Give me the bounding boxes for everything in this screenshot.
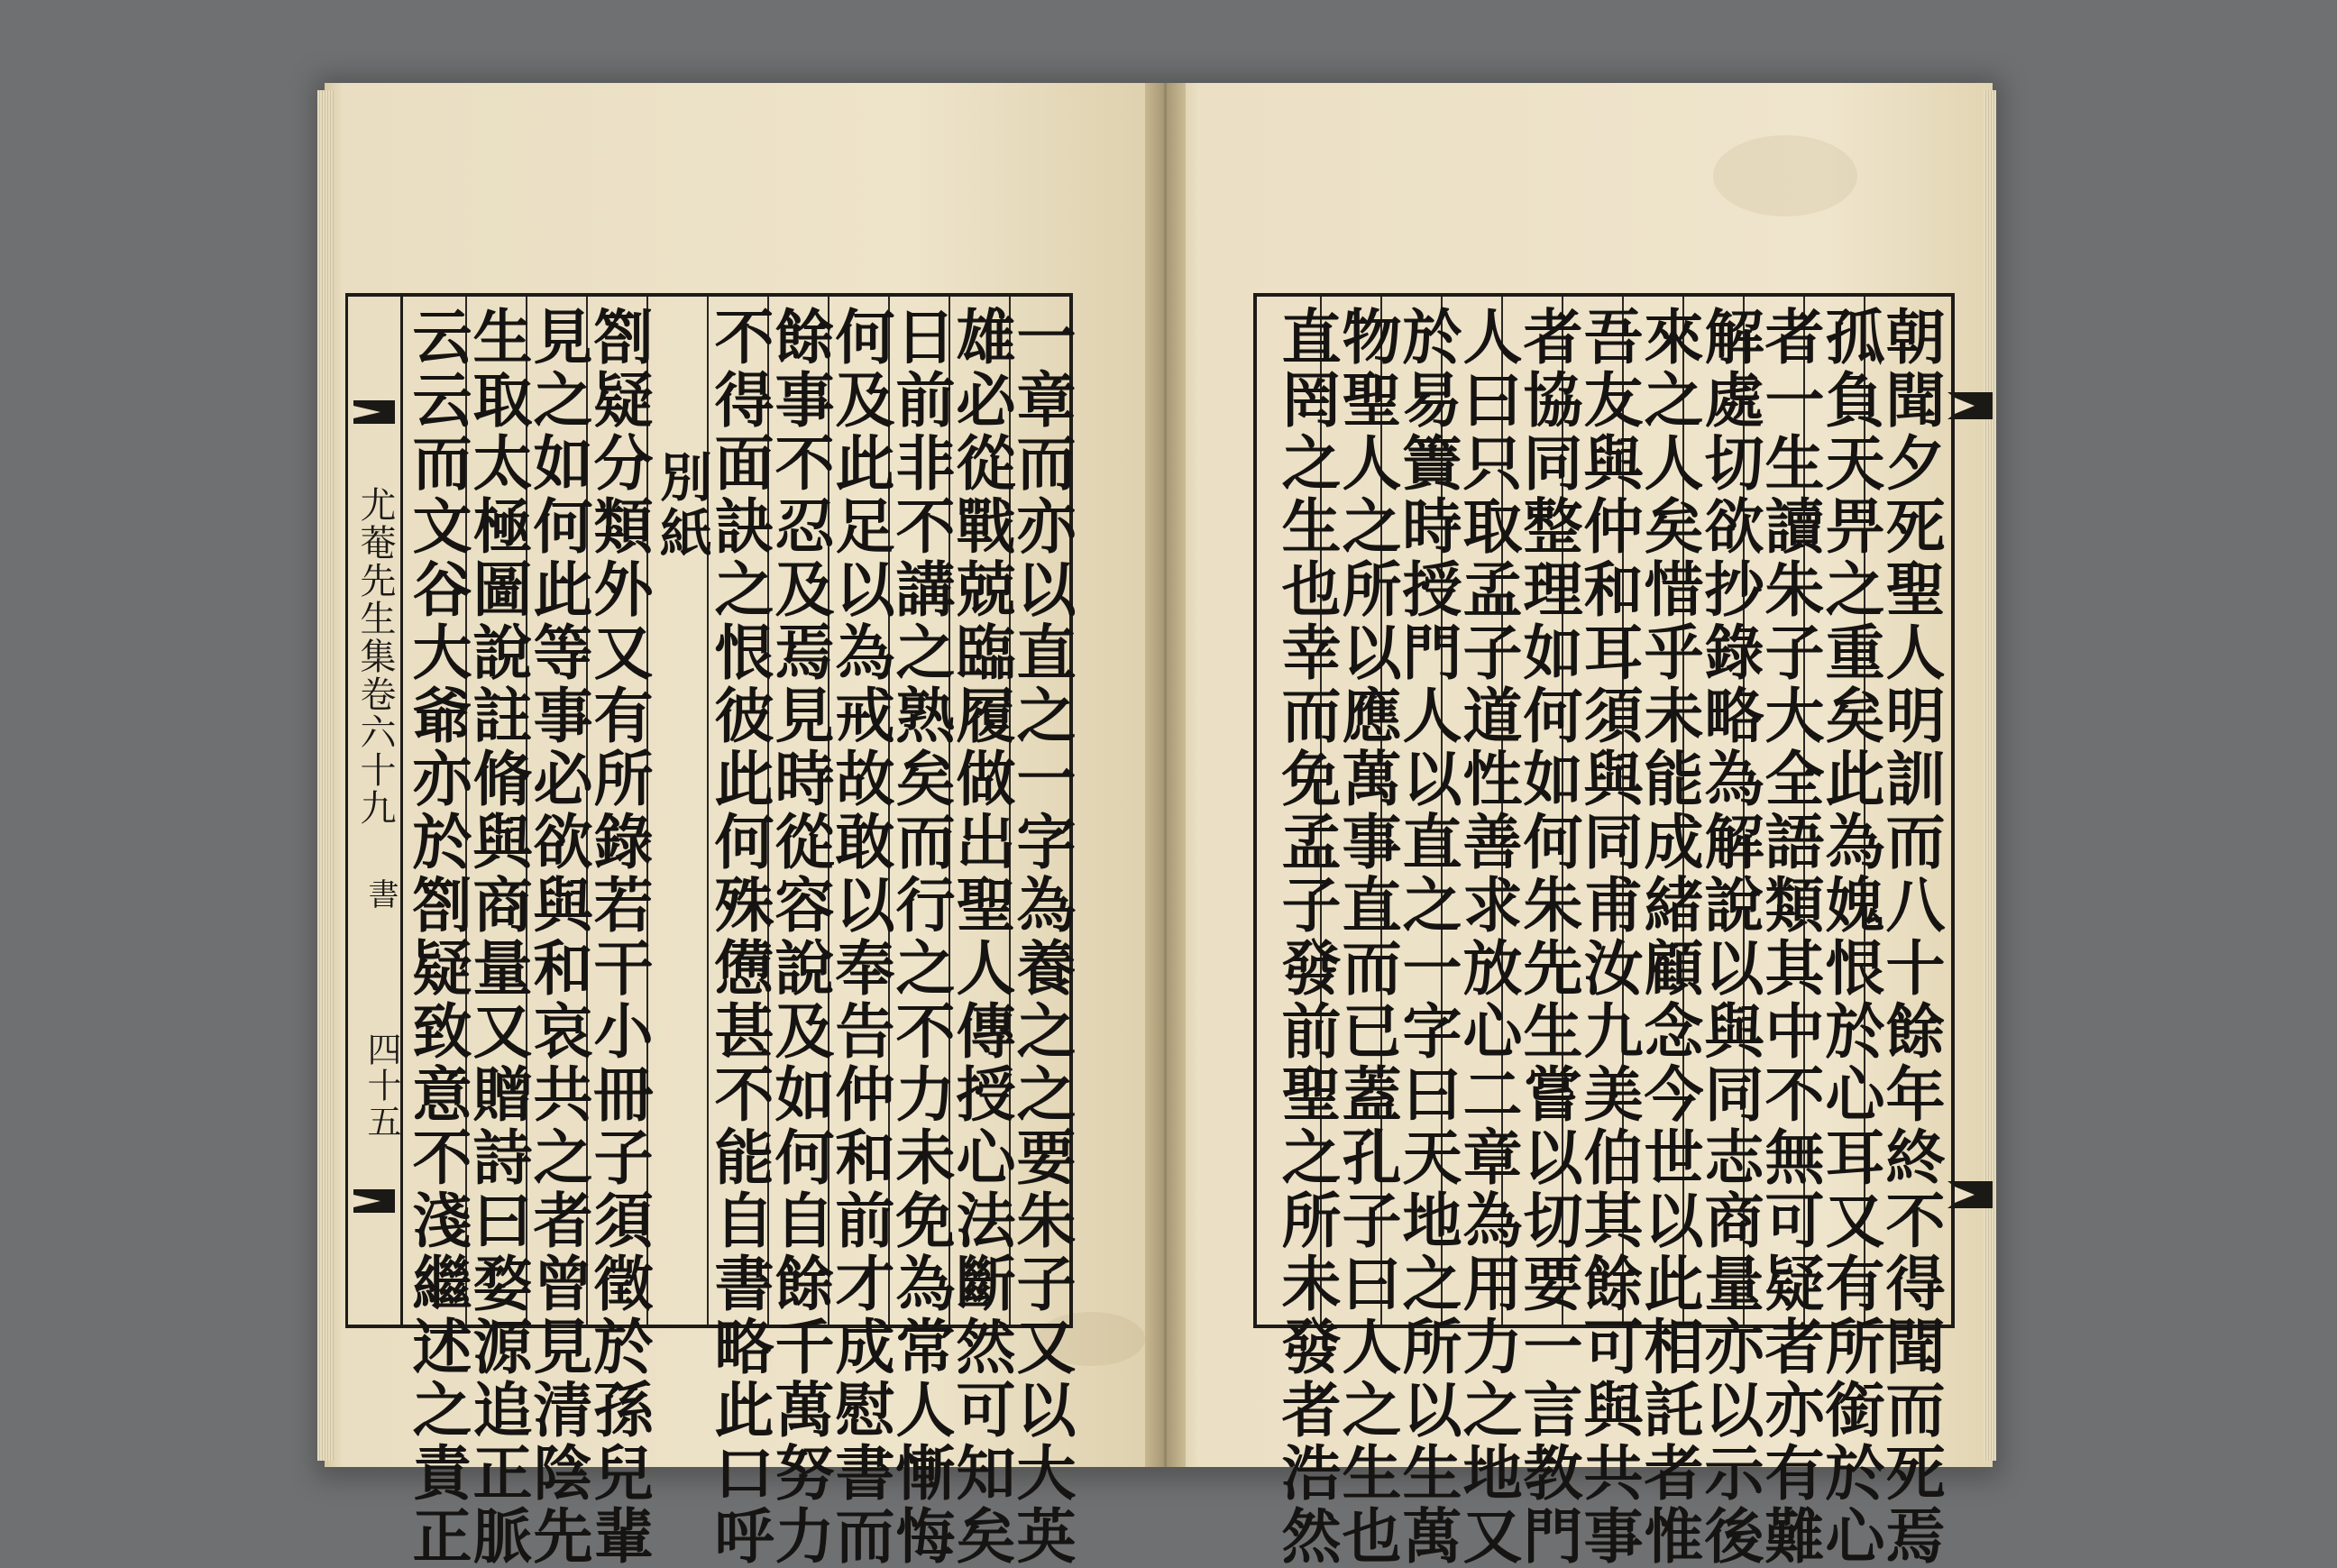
text-column: 於易簀時授門人以直之一字曰天地之所以生萬 bbox=[1392, 306, 1462, 1568]
right-text-columns bbox=[1257, 297, 1951, 1568]
text-column: 孤負天畀之重矣此為媿恨於心耳又有所銜於心 bbox=[1815, 306, 1885, 1568]
text-column: 餘事不忍及焉見時從容說及如何自餘千萬努力 bbox=[765, 306, 835, 1568]
text-column: 雄必從戰兢臨履做出聖人傳授心法斷然可知矣 bbox=[946, 306, 1016, 1568]
paper-stain bbox=[1713, 135, 1857, 216]
left-print-frame bbox=[345, 293, 1077, 1568]
left-text-columns bbox=[348, 297, 1077, 1568]
text-column: 朝聞夕死聖人明訓而八十餘年終不得聞而死焉 bbox=[1875, 306, 1946, 1568]
text-column: 物聖人之所以應萬事直而已蓋孔子曰人之生也 bbox=[1332, 306, 1402, 1568]
banxin-page-number: 四十五 bbox=[362, 1032, 401, 1140]
right-page-edges bbox=[1984, 90, 1996, 1461]
text-column: 不得面訣之恨彼此何殊憊甚不能自書略此口呼 bbox=[704, 306, 774, 1568]
right-edge-fishtail-icon bbox=[1948, 1181, 1993, 1208]
banxin-section-label: 書 bbox=[362, 878, 399, 909]
text-column: 日前非不講之熟矣而行之不力未免為常人慚悔 bbox=[885, 306, 956, 1568]
text-column: 吾友與仲和耳須與同甫汝九美伯其餘可與共事 bbox=[1573, 306, 1644, 1568]
text-column: 人曰只取孟子道性善求放心二章為用力之地又 bbox=[1453, 306, 1523, 1568]
section-heading: 別紙 bbox=[651, 450, 712, 562]
text-column: 劄疑分類外又有所錄若干小冊子須徵於孫兒輩 bbox=[583, 306, 654, 1568]
text-column: 何及此足以為戒故敢以奉告仲和前才成慰書而 bbox=[825, 306, 895, 1568]
text-column: 生取太極圖說註脩與商量又贈詩曰婺源追正脈 bbox=[463, 306, 533, 1568]
book-spine bbox=[1145, 83, 1186, 1467]
text-column: 一章而亦以直之一字為養之之要朱子又以大英 bbox=[1006, 306, 1077, 1568]
text-column: 者協同整理如何如何朱先生嘗以切要一言教門 bbox=[1513, 306, 1583, 1568]
text-column: 解處切欲抄錄略為解說以與同志商量亦以示後 bbox=[1694, 306, 1764, 1568]
right-edge-fishtail-icon bbox=[1948, 392, 1993, 419]
text-column: 直罔之生也幸而免孟子發前聖之所未發者浩然 bbox=[1271, 306, 1342, 1568]
text-column: 者一生讀朱子大全語類其中不無可疑者亦有難 bbox=[1755, 306, 1825, 1568]
right-print-frame bbox=[1253, 293, 1955, 1568]
text-column: 來之人矣惜乎未能成緒顧念今世以此相託者惟 bbox=[1634, 306, 1704, 1568]
text-column: 云云而文谷大爺亦於劄疑致意不淺繼述之責正 bbox=[402, 306, 472, 1568]
banxin-title: 尤菴先生集卷六十九 bbox=[354, 486, 396, 827]
left-page-edges bbox=[317, 90, 334, 1461]
text-column: 見之如何此等事必欲與和哀共之者曾見清陰先 bbox=[523, 306, 593, 1568]
